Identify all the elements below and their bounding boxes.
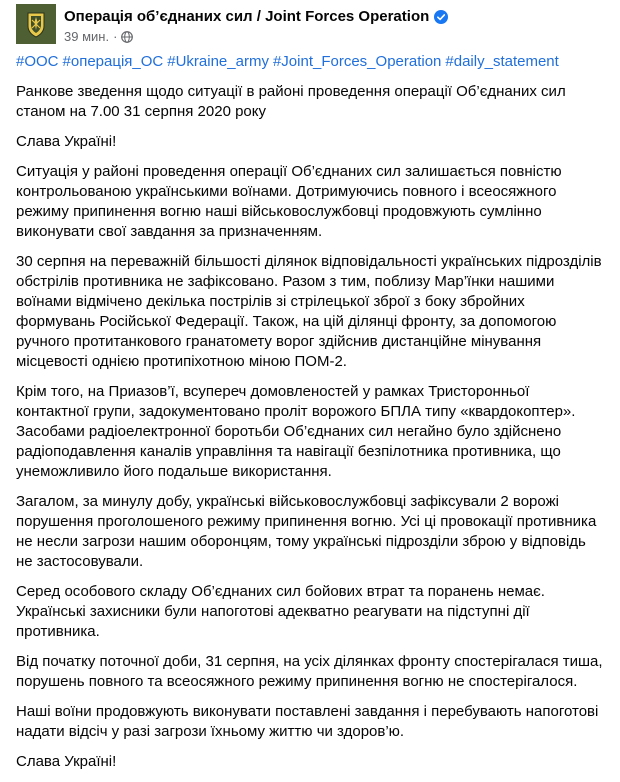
post-timestamp[interactable]: 39 мин. [64,28,110,44]
post-paragraph: 30 серпня на переважній більшості ділянок відповідальності українських підрозділів обстрілів противника не зафіксовано. Разом з тим, поблизу Мар’їнки нашими воїнами відмічено декілька пострілів зі стрілецької зброї з боку збройних формувань Російської Федерації. Також, на цій ділянці фронту, за допомогою ручного протитанкового гранатомету ворог здійснив дистанційне мінування місцевості однією протипіхотною міною ПОМ-2. [16,253,602,370]
post-paragraph-closing: Слава Україні! [16,753,117,770]
post-paragraph: Ситуація у районі проведення операції Об’єднаних сил залишається повністю контрольованою українськими воїнами. Дотримуючись повного і всеосяжного режиму припинення вогню наші військовослужбовці продовжують сумлінно виконувати свої завдання за призначенням. [16,163,562,240]
globe-icon[interactable] [121,30,133,42]
post-paragraph: Крім того, на Приазов’ї, всупереч домовленостей у рамках Тристоронньої контактної групи, задокументовано проліт ворожого БПЛА типу «квардокоптер». Засобами радіоелектронної боротьби Об’єднаних сил негайно було здійснено радіоподавлення каналів управління та навігації безпілотника противника, що унеможливило його подальше використання. [16,383,576,480]
header-text [64,4,448,44]
meta-separator: · [113,28,118,44]
post-meta [64,28,448,44]
hashtag-row [16,52,606,72]
hashtag-link[interactable]: #Ukraine_army [167,53,269,70]
post-body [16,52,606,782]
page-avatar[interactable] [16,4,56,44]
hashtag-link[interactable]: #ООС [16,53,59,70]
hashtag-link[interactable]: #daily_statement [445,53,559,70]
post-paragraph: Від початку поточної доби, 31 серпня, на усіх ділянках фронту спостерігалася тиша, порушень повного та всеосяжного режиму припинення вогню не спостерігалося. [16,653,603,690]
post-paragraph: Наші воїни продовжують виконувати поставлені завдання і перебувають напоготові надати відсіч у разі загрози їхньому життю чи здоров’ю. [16,703,599,740]
post-paragraph-title: Ранкове зведення щодо ситуації в районі проведення операції Об’єднаних сил станом на 7.00 31 серпня 2020 року [16,83,566,120]
verified-badge-icon [434,10,448,24]
post-paragraph: Серед особового складу Об’єднаних сил бойових втрат та поранень немає. Українські захисники були напоготові адекватно реагувати на підступні дії противника. [16,583,545,640]
hashtag-link[interactable]: #Joint_Forces_Operation [272,53,442,70]
post-paragraph: Загалом, за минулу добу, українські військовослужбовці зафіксували 2 ворожі порушення проголошеного режиму припинення вогню. Усі ці провокації противника не несли загрози нашим оборонцям, тому українські підрозділи зброю у відповідь не застосовували. [16,493,597,570]
post-paragraph-greeting: Слава Україні! [16,133,117,150]
jfo-emblem-icon [16,4,56,44]
page-name[interactable]: Операція об’єднаних сил / Joint Forces Operation [64,8,430,25]
page-name-row [64,7,448,26]
post-header [16,4,448,44]
hashtag-link[interactable]: #операція_ОС [62,53,164,70]
